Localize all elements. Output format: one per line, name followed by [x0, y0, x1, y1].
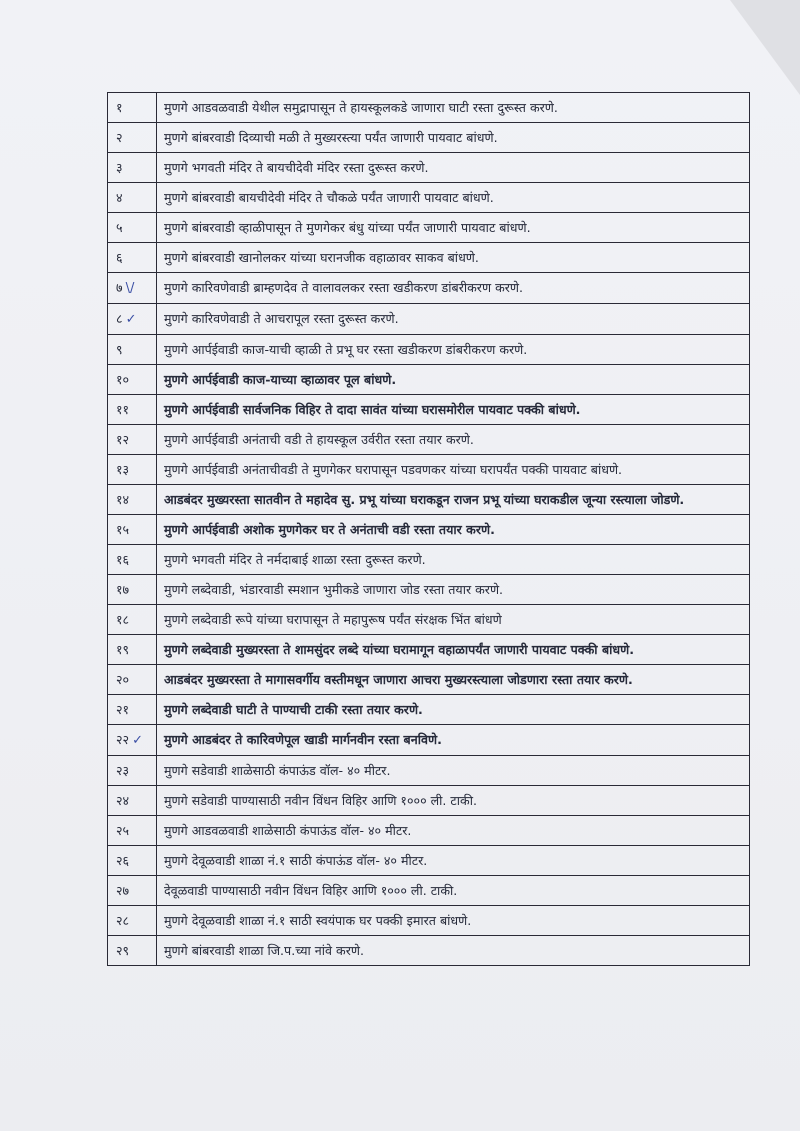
checkmark-icon: \/ [125, 281, 135, 296]
table-row [108, 304, 750, 335]
works-list-table [107, 92, 750, 966]
row-number-cell [108, 183, 157, 213]
row-number: ७ [116, 280, 123, 295]
row-number-cell [108, 213, 157, 243]
table-row [108, 273, 750, 304]
work-description: मुणगे देवूळवाडी शाळा नं.१ साठी स्वयंपाक घर पक्की इमारत बांधणे. [157, 906, 750, 936]
row-number: ५ [116, 220, 123, 235]
work-description: मुणगे लब्देवाडी, भंडारवाडी स्मशान भुमीकडे जाणारा जोड रस्ता तयार करणे. [157, 575, 750, 605]
work-description: मुणगे आडवळवाडी येथील समुद्रापासून ते हायस्कूलकडे जाणारा घाटी रस्ता दुरूस्त करणे. [157, 93, 750, 123]
row-number: १० [116, 372, 130, 387]
row-number-cell [108, 816, 157, 846]
table-row [108, 575, 750, 605]
table-row [108, 635, 750, 665]
table-row [108, 455, 750, 485]
row-number: १७ [116, 582, 130, 597]
table-row [108, 816, 750, 846]
row-number-cell [108, 725, 157, 756]
row-number: २८ [116, 913, 130, 928]
work-description: मुणगे भगवती मंदिर ते बायचीदेवी मंदिर रस्ता दुरूस्त करणे. [157, 153, 750, 183]
checkmark-icon: ✓ [132, 733, 144, 748]
work-description: आडबंदर मुख्यरस्ता सातवीन ते महादेव सु. प्रभू यांच्या घराकडून राजन प्रभू यांच्या घराकडील जून्या रस्त्याला जोडणे. [157, 485, 750, 515]
work-description: मुणगे आर्पईवाडी सार्वजनिक विहिर ते दादा सावंत यांच्या घरासमोरील पायवाट पक्की बांधणे. [157, 395, 750, 425]
row-number: २१ [116, 702, 130, 717]
row-number: १३ [116, 462, 130, 477]
row-number-cell [108, 545, 157, 575]
work-description: देवूळवाडी पाण्यासाठी नवीन विंधन विहिर आणि १००० ली. टाकी. [157, 876, 750, 906]
table-row [108, 93, 750, 123]
table-row [108, 425, 750, 455]
checkmark-icon: ✓ [125, 312, 137, 327]
work-description: आडबंदर मुख्यरस्ता ते मागासवर्गीय वस्तीमधून जाणारा आचरा मुख्यरस्त्याला जोडणारा रस्ता तयार करणे. [157, 665, 750, 695]
row-number-cell [108, 846, 157, 876]
row-number-cell [108, 936, 157, 966]
row-number-cell [108, 93, 157, 123]
row-number: २ [116, 130, 123, 145]
row-number-cell [108, 425, 157, 455]
row-number: १५ [116, 522, 130, 537]
row-number: ९ [116, 342, 123, 357]
work-description: मुणगे लब्देवाडी घाटी ते पाण्याची टाकी रस्ता तयार करणे. [157, 695, 750, 725]
row-number-cell [108, 786, 157, 816]
table-row [108, 515, 750, 545]
row-number-cell [108, 635, 157, 665]
row-number: २३ [116, 763, 130, 778]
work-description: मुणगे बांबरवाडी खानोलकर यांच्या घरानजीक वहाळावर साकव बांधणे. [157, 243, 750, 273]
row-number-cell [108, 395, 157, 425]
row-number-cell [108, 695, 157, 725]
table-row [108, 665, 750, 695]
row-number: ४ [116, 190, 123, 205]
row-number-cell [108, 515, 157, 545]
table-row [108, 153, 750, 183]
table-row [108, 786, 750, 816]
row-number-cell [108, 335, 157, 365]
table-row [108, 243, 750, 273]
row-number: १९ [116, 642, 130, 657]
work-description: मुणगे आर्पईवाडी काज-याच्या व्हाळावर पूल बांधणे. [157, 365, 750, 395]
work-description: मुणगे बांबरवाडी दिव्याची मळी ते मुख्यरस्त्या पर्यंत जाणारी पायवाट बांधणे. [157, 123, 750, 153]
row-number-cell [108, 756, 157, 786]
row-number: २० [116, 672, 130, 687]
row-number: २९ [116, 943, 130, 958]
row-number-cell [108, 455, 157, 485]
table-row [108, 365, 750, 395]
table-row [108, 485, 750, 515]
work-description: मुणगे सडेवाडी पाण्यासाठी नवीन विंधन विहिर आणि १००० ली. टाकी. [157, 786, 750, 816]
row-number: १२ [116, 432, 130, 447]
table-row [108, 846, 750, 876]
row-number-cell [108, 123, 157, 153]
table-row [108, 695, 750, 725]
work-description: मुणगे लब्देवाडी रूपे यांच्या घरापासून ते महापुरूष पर्यंत संरक्षक भिंत बांधणे [157, 605, 750, 635]
row-number: १८ [116, 612, 130, 627]
table-row [108, 876, 750, 906]
table-row [108, 605, 750, 635]
row-number-cell [108, 365, 157, 395]
row-number: १६ [116, 552, 130, 567]
table-row [108, 395, 750, 425]
work-description: मुणगे आडवळवाडी शाळेसाठी कंपाऊंड वॉल- ४० मीटर. [157, 816, 750, 846]
table-row [108, 335, 750, 365]
row-number-cell [108, 243, 157, 273]
row-number: १ [116, 100, 123, 115]
row-number-cell [108, 304, 157, 335]
work-description: मुणगे आडबंदर ते कारिवणेपूल खाडी मार्गनवीन रस्ता बनविणे. [157, 725, 750, 756]
table-row [108, 725, 750, 756]
table-row [108, 183, 750, 213]
row-number-cell [108, 575, 157, 605]
work-description: मुणगे भगवती मंदिर ते नर्मदाबाई शाळा रस्ता दुरूस्त करणे. [157, 545, 750, 575]
row-number-cell [108, 605, 157, 635]
work-description: मुणगे बांबरवाडी व्हाळीपासून ते मुणगेकर बंधु यांच्या पर्यंत जाणारी पायवाट बांधणे. [157, 213, 750, 243]
row-number: २५ [116, 823, 130, 838]
row-number-cell [108, 485, 157, 515]
row-number: ६ [116, 250, 123, 265]
work-description: मुणगे आर्पईवाडी अशोक मुणगेकर घर ते अनंताची वडी रस्ता तयार करणे. [157, 515, 750, 545]
table-row [108, 936, 750, 966]
row-number: २६ [116, 853, 130, 868]
work-description: मुणगे देवूळवाडी शाळा नं.१ साठी कंपाऊंड वॉल- ४० मीटर. [157, 846, 750, 876]
page-fold-corner [730, 0, 800, 95]
work-description: मुणगे कारिवणेवाडी ब्राम्हणदेव ते वालावलकर रस्ता खडीकरण डांबरीकरण करणे. [157, 273, 750, 304]
row-number: ११ [116, 402, 130, 417]
work-description: मुणगे आर्पईवाडी काज-याची व्हाळी ते प्रभू घर रस्ता खडीकरण डांबरीकरण करणे. [157, 335, 750, 365]
row-number-cell [108, 876, 157, 906]
work-description: मुणगे बांबरवाडी बायचीदेवी मंदिर ते चौकळे पर्यंत जाणारी पायवाट बांधणे. [157, 183, 750, 213]
row-number: २२ [116, 732, 130, 747]
table-row [108, 756, 750, 786]
row-number: २४ [116, 793, 130, 808]
row-number: ८ [116, 311, 123, 326]
table-row [108, 123, 750, 153]
row-number-cell [108, 153, 157, 183]
work-description: मुणगे लब्देवाडी मुख्यरस्ता ते शामसुंदर लब्दे यांच्या घरामागून वहाळापर्यंत जाणारी पायवाट पक्की बांधणे. [157, 635, 750, 665]
row-number-cell [108, 906, 157, 936]
work-description: मुणगे बांबरवाडी शाळा जि.प.च्या नांवे करणे. [157, 936, 750, 966]
table-row [108, 213, 750, 243]
row-number: ३ [116, 160, 123, 175]
row-number-cell [108, 665, 157, 695]
row-number-cell [108, 273, 157, 304]
work-description: मुणगे आर्पईवाडी अनंताचीवडी ते मुणगेकर घरापासून पडवणकर यांच्या घरापर्यंत पक्की पायवाट बांधणे. [157, 455, 750, 485]
row-number: २७ [116, 883, 130, 898]
table-row [108, 906, 750, 936]
work-description: मुणगे आर्पईवाडी अनंताची वडी ते हायस्कूल उर्वरीत रस्ता तयार करणे. [157, 425, 750, 455]
row-number: १४ [116, 492, 130, 507]
table-row [108, 545, 750, 575]
work-description: मुणगे कारिवणेवाडी ते आचरापूल रस्ता दुरूस्त करणे. [157, 304, 750, 335]
works-list-body [108, 93, 750, 966]
work-description: मुणगे सडेवाडी शाळेसाठी कंपाऊंड वॉल- ४० मीटर. [157, 756, 750, 786]
